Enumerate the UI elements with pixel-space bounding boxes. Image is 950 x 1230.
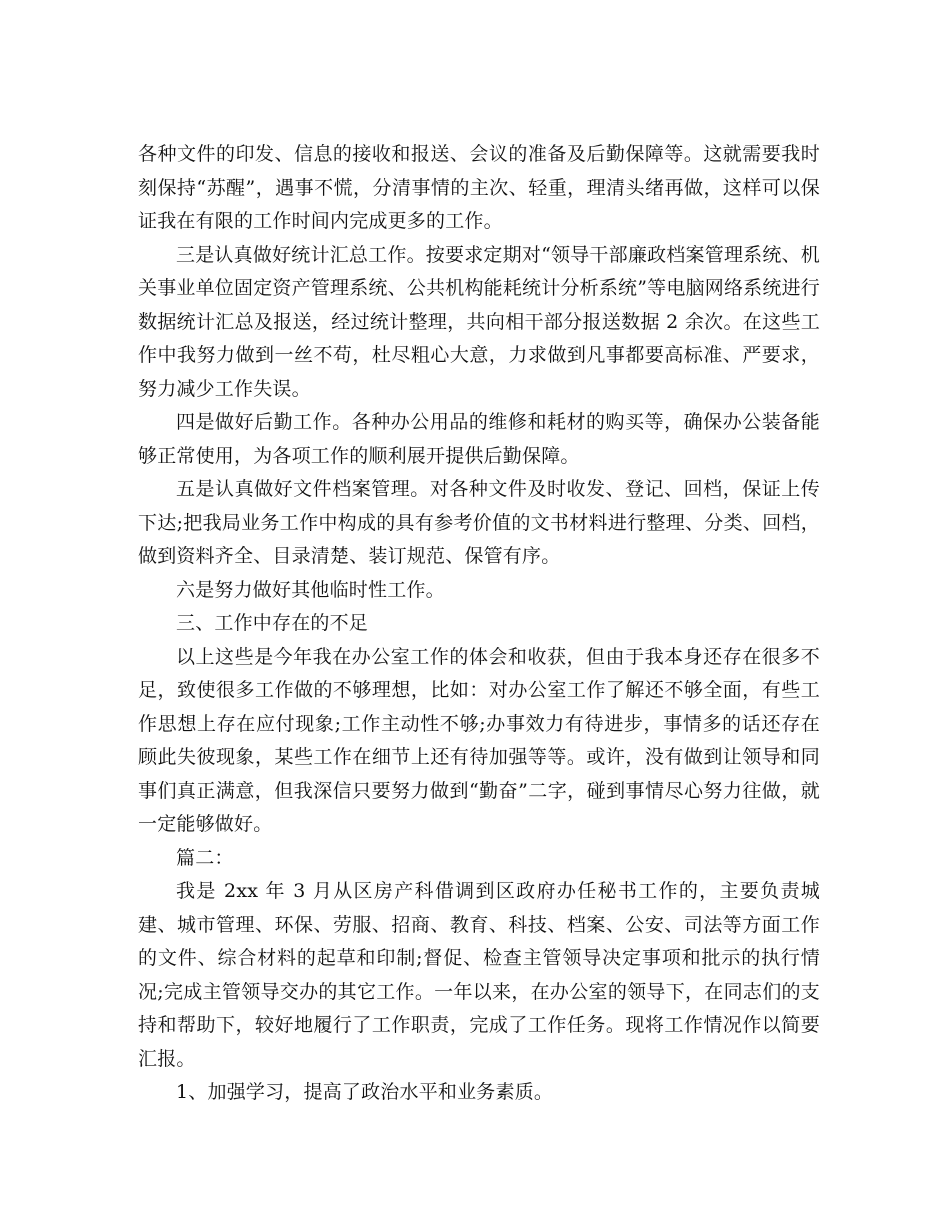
numbered-heading: 1、加强学习，提高了政治水平和业务素质。 (176, 1081, 554, 1103)
paragraph-7: 以上这些是今年我在办公室工作的体会和收获，但由于我本身还存在很多不足，致使很多工作做的不够理想，比如：对办公室工作了解还不够全面，有些工作思想上存在应付现象;工作主动性不够;办事效力有待进步，事情多的话还存在顾此失彼现象，某些工作在细节上还有待加强等等。或许，没有做到让领导和同事们真正满意，但我深信只要努力做到“勤奋”二字，碰到事情尽心努力往做，就一定能够做好。 (138, 645, 820, 835)
part-heading: 篇二： (176, 846, 234, 869)
paragraph-2: 三是认真做好统计汇总工作。按要求定期对“领导干部廉政档案管理系统、机关事业单位固定资产管理系统、公共机构能耗统计分析系统”等电脑网络系统进行数据统计汇总及报送，经过统计整理，共向相干部分报送数据 2 余次。在这些工作中我努力做到一丝不苟，杜尽粗心大意，力求做到凡事都要高标准、严要求，努力减少工作失误。 (138, 243, 820, 400)
paragraph-1: 各种文件的印发、信息的接收和报送、会议的准备及后勤保障等。这就需要我时刻保持“苏醒”，遇事不慌，分清事情的主次、轻重，理清头绪再做，这样可以保证我在有限的工作时间内完成更多的工作。 (138, 143, 820, 232)
paragraph-9: 我是 2xx 年 3 月从区房产科借调到区政府办任秘书工作的，主要负责城建、城市管理、环保、劳服、招商、教育、科技、档案、公安、司法等方面工作的文件、综合材料的起草和印制;督促、检查主管领导决定事项和批示的执行情况;完成主管领导交办的其它工作。一年以来，在办公室的领导下，在同志们的支持和帮助下，较好地履行了工作职责，完成了工作任务。现将工作情况作以简要汇报。 (138, 880, 820, 1070)
document-body (138, 138, 820, 1110)
paragraph-5: 六是努力做好其他临时性工作。 (176, 578, 445, 601)
paragraph-3: 四是做好后勤工作。各种办公用品的维修和耗材的购买等，确保办公装备能够正常使用，为各项工作的顺利展开提供后勤保障。 (138, 411, 820, 467)
paragraph-4: 五是认真做好文件档案管理。对各种文件及时收发、登记、回档，保证上传下达;把我局业务工作中构成的具有参考价值的文书材料进行整理、分类、回档，做到资料齐全、目录清楚、装订规范、保管有序。 (138, 478, 820, 567)
section-heading: 三、工作中存在的不足 (176, 612, 369, 634)
